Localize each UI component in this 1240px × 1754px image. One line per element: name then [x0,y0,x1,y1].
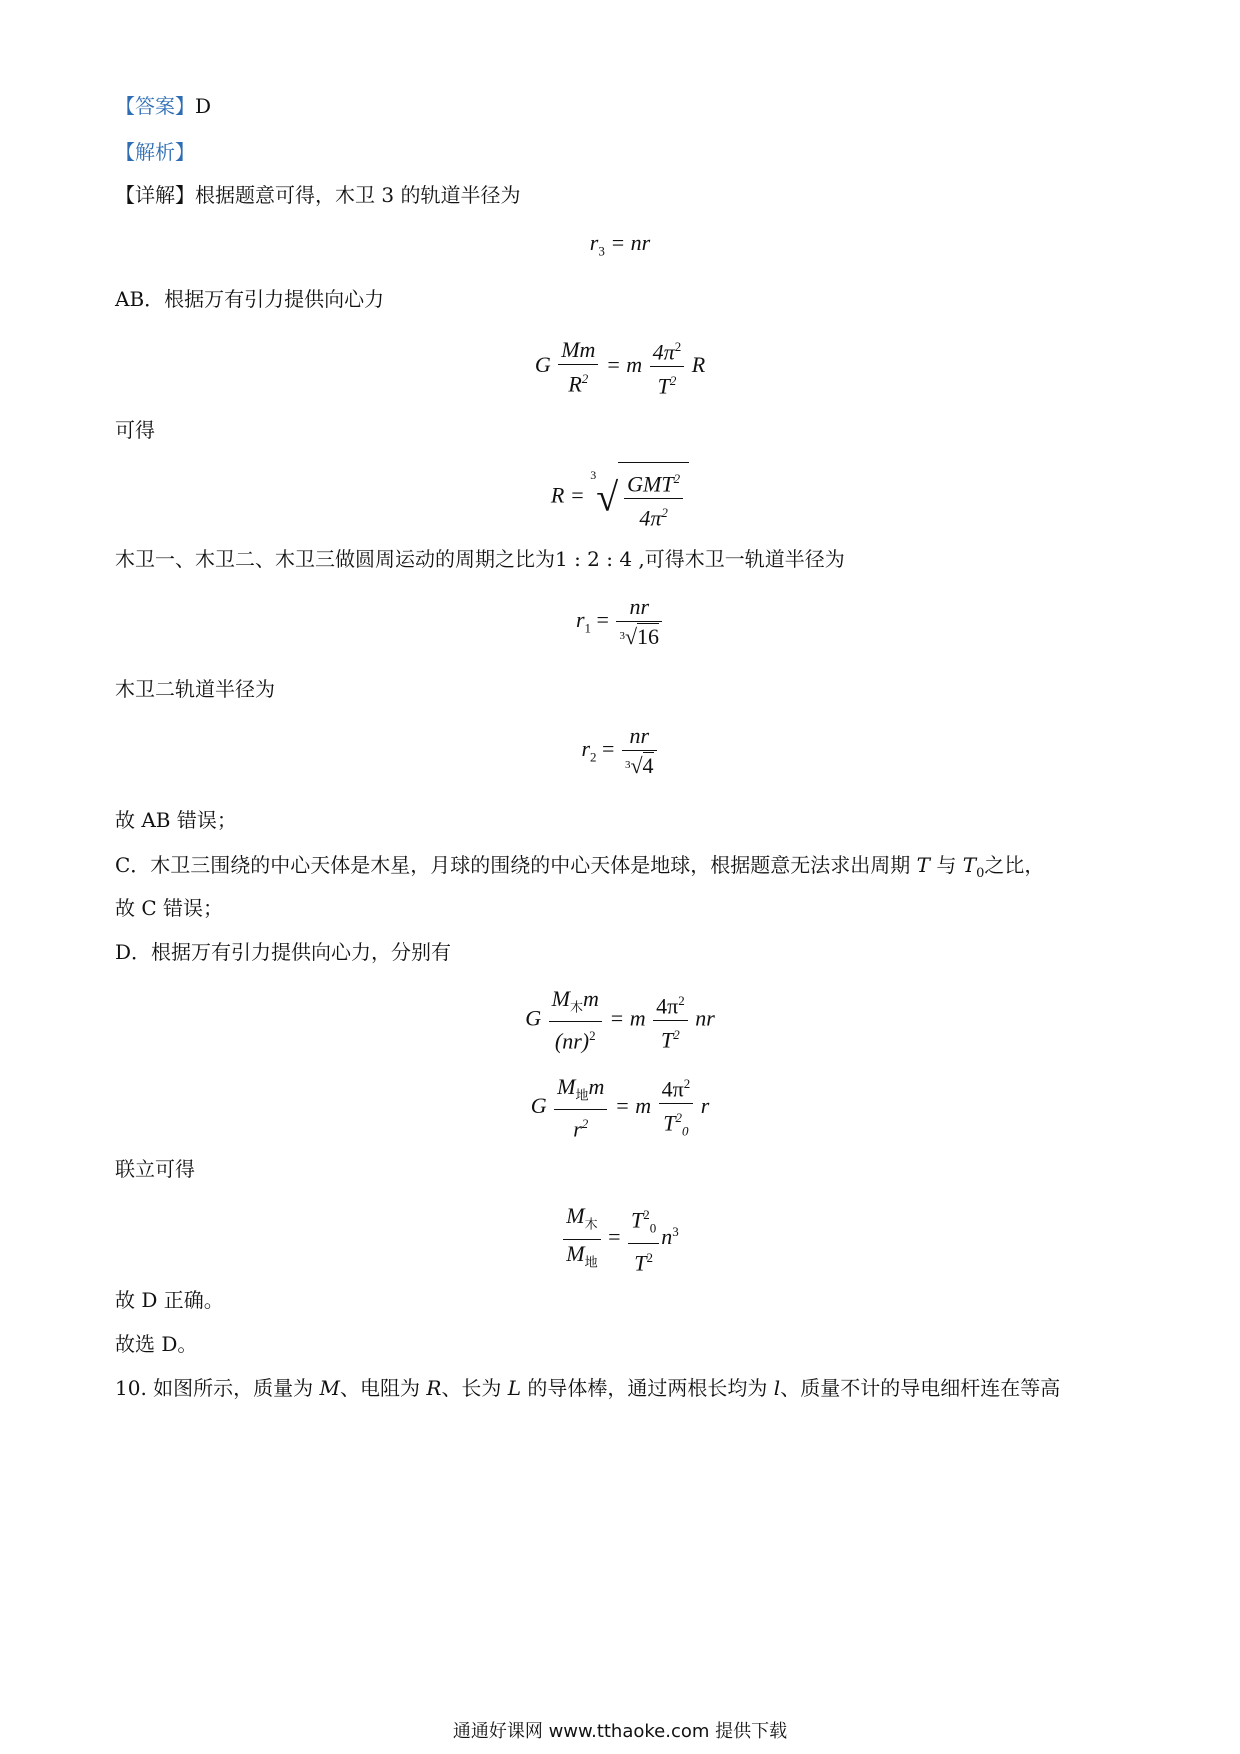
d-right-line: 故 D 正确。 [115,1288,224,1312]
ab-wrong-line: 故 AB 错误； [115,808,237,832]
formula-gravity: G $\frac{Mm}{R^2}$ = m $\frac{4\pi^2}{T^2}$ R [0,333,1240,401]
question-10-line: 10. 如图所示，质量为 M、电阻为 R、长为 L 的导体棒，通过两根长均为 l、质量不计的导电细杆连在等高 [115,1376,1061,1400]
answer-value: D [195,94,212,118]
answer-line [115,92,211,120]
lianli-line: 联立可得 [115,1157,195,1181]
footer-watermark: 通通好课网 www.tthaoke.com 提供下载 [452,1721,788,1742]
ratio-line: 木卫一、木卫二、木卫三做圆周运动的周期之比为1 : 2 : 4 ,可得木卫一轨道半径为 [115,547,845,571]
radius2-line: 木卫二轨道半径为 [115,677,275,701]
choose-line: 故选 D。 [115,1332,198,1356]
analysis-tag: 【解析】 [115,140,195,164]
ab-line: AB．根据万有引力提供向心力 [115,287,385,311]
c-line: C．木卫三围绕的中心天体是木星，月球的围绕的中心天体是地球，根据题意无法求出周期 T 与 $T_0$之比， [115,853,1045,881]
kede-line-1: 可得 [115,418,155,442]
formula-mass-ratio: $\frac{M_木}{M_地}$ = $\frac{T^2_0}{T^2}$ $n^3$ [0,1201,1240,1277]
d-line: D．根据万有引力提供向心力，分别有 [115,940,452,964]
formula-R-root: R = $^3$√ $\frac{GMT^2}{4\pi^2}$ [0,462,1240,533]
detail-line: 【详解】根据题意可得，木卫 3 的轨道半径为 [115,183,521,207]
formula-r3: $r_3$ = nr [589,230,651,259]
c-wrong-line: 故 C 错误； [115,896,224,920]
formula-jupiter: G $\frac{M_木m}{(nr)^2}$ = m $\frac{4\pi^2}{T^2}$ nr [525,986,715,1054]
formula-earth: G $\frac{M_地m}{r^2}$ = m $\frac{4\pi^2}{T^2_0}$ r [0,1070,1240,1146]
analysis-line [115,138,195,166]
formula-r1: $r_1$ = $\frac{nr}{^3√16}$ [0,593,1240,651]
answer-tag: 【答案】 [115,94,195,118]
formula-r2: $r_2$ = $\frac{nr}{^3√4}$ [0,722,1240,780]
